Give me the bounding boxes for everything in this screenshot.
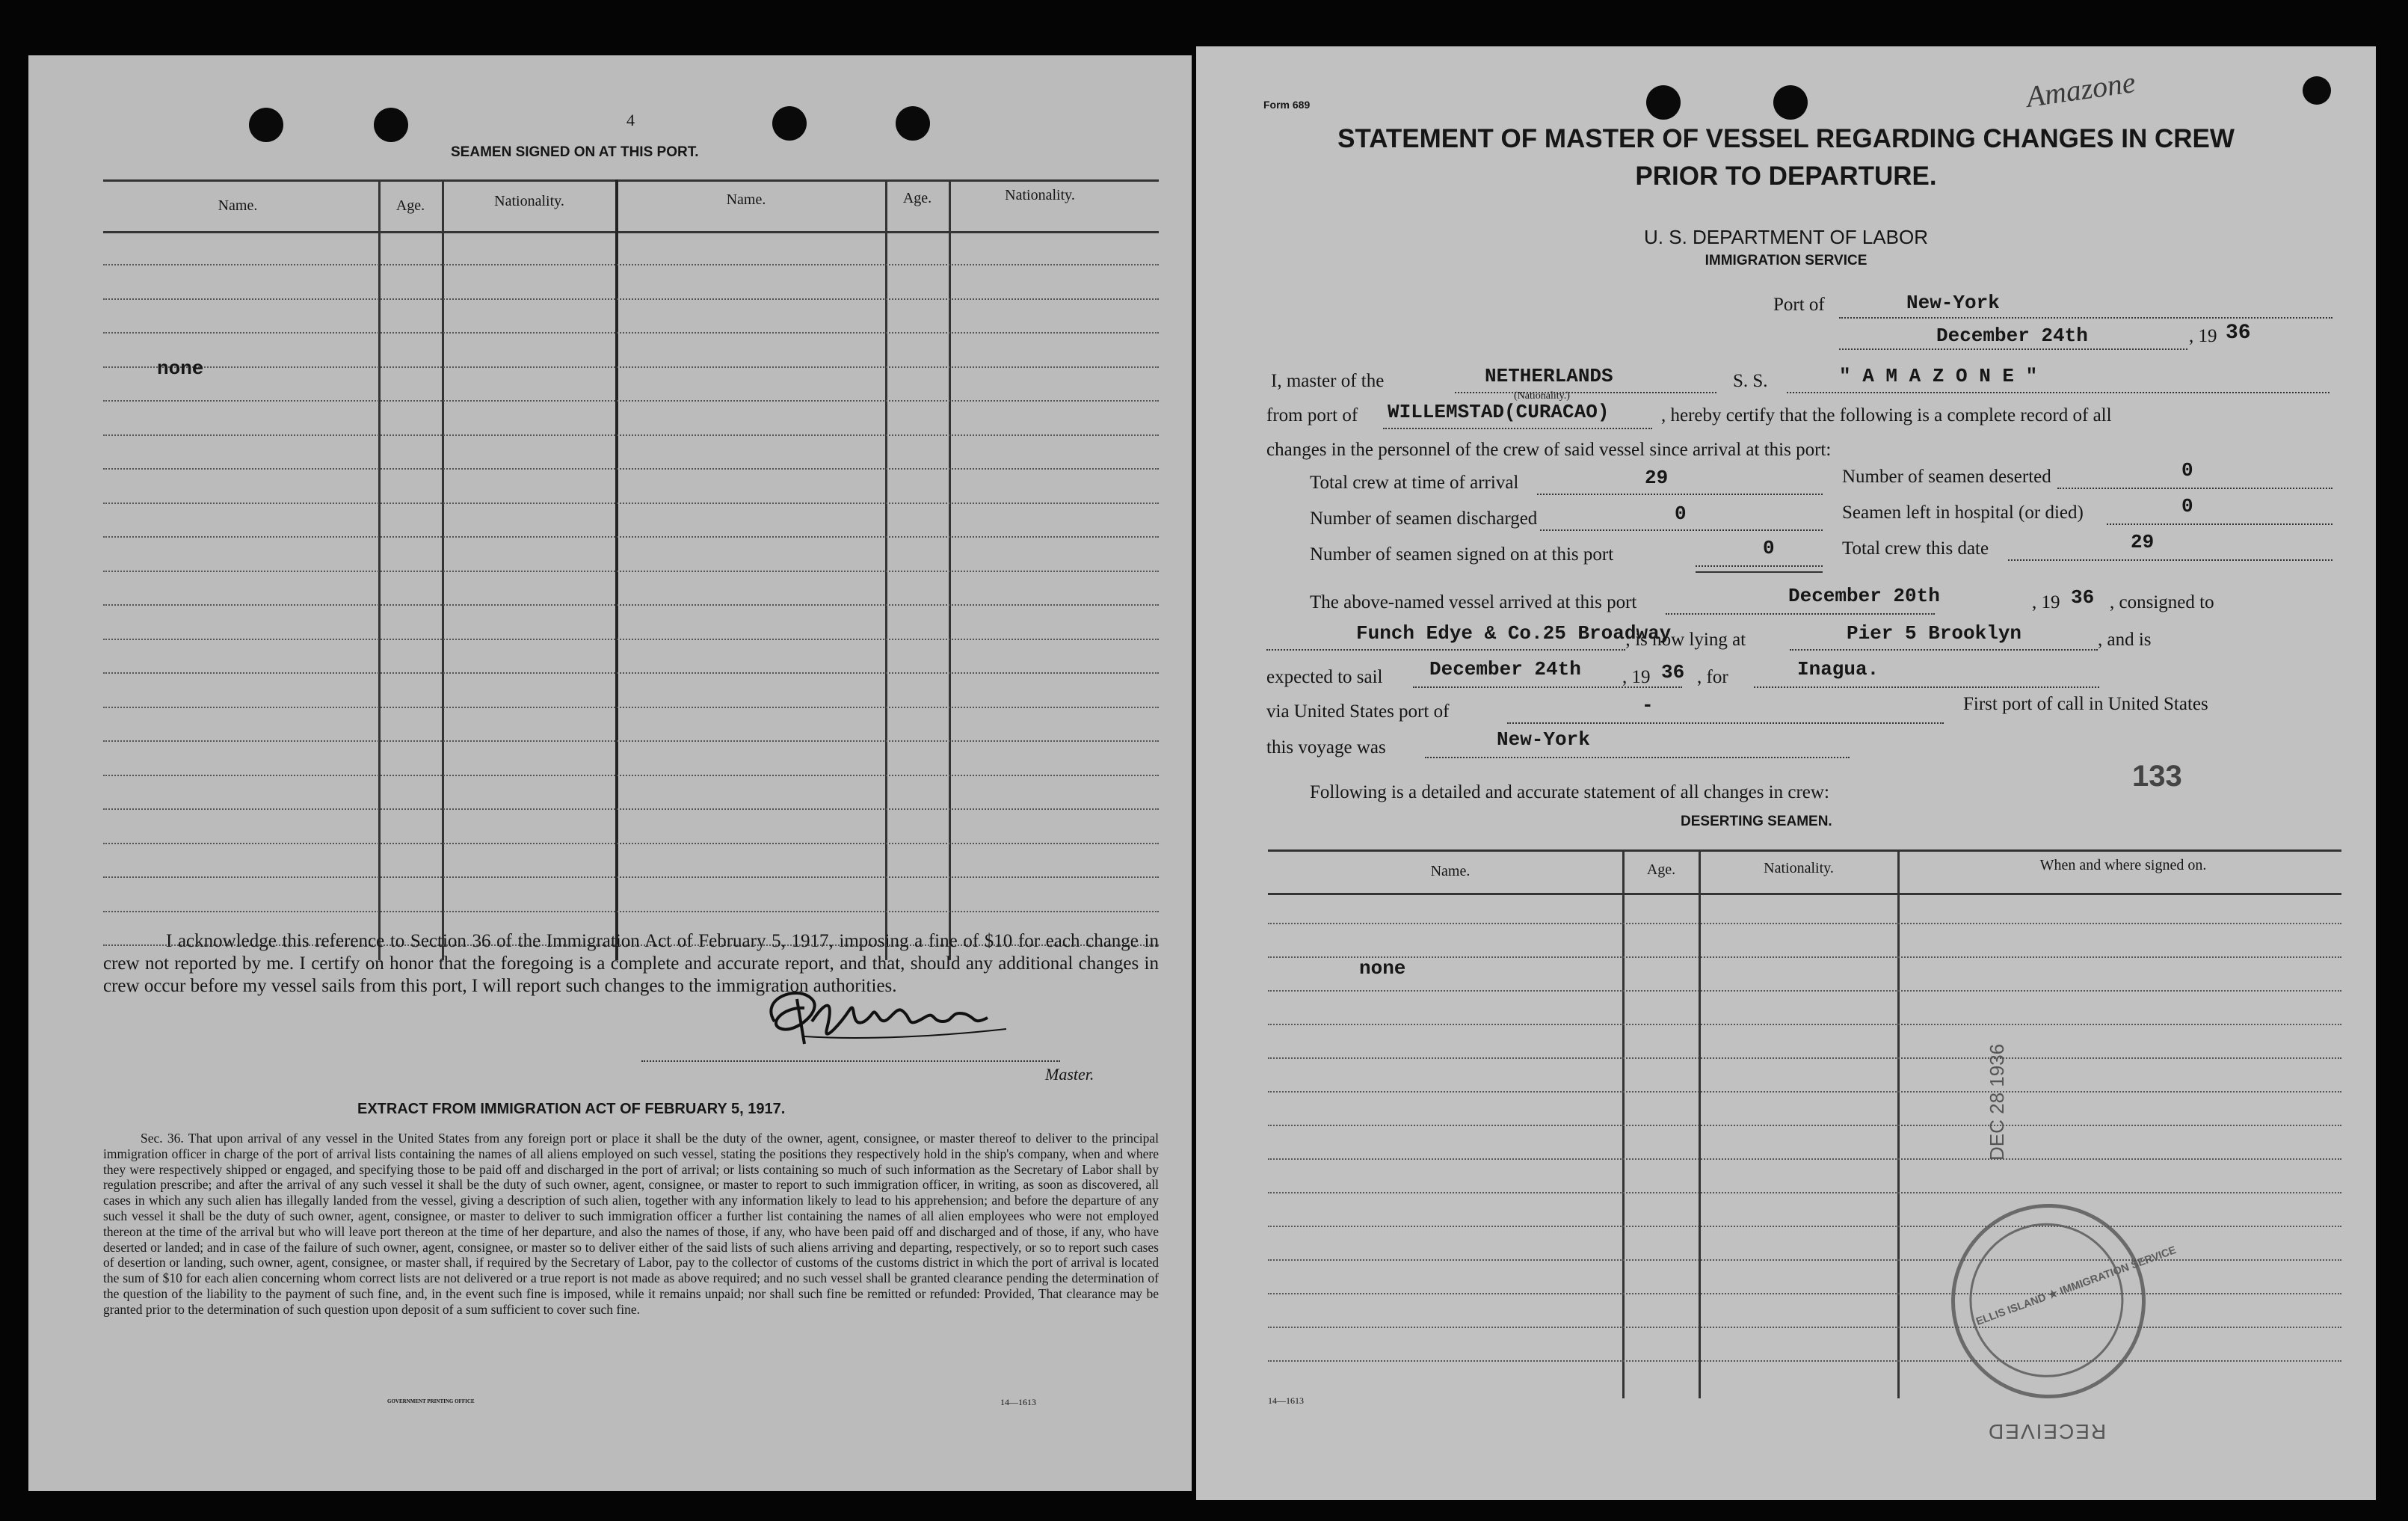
form-code: 14—1613 (1268, 1395, 1304, 1406)
table-top-rule (1268, 849, 2341, 852)
table-row (103, 468, 1159, 470)
form-title: STATEMENT OF MASTER OF VESSEL REGARDING CHANGES IN CREW (1337, 124, 2235, 153)
column-header-name: Name. (218, 197, 258, 214)
column-header-name: Name. (726, 191, 766, 208)
destination-value: Inagua. (1797, 658, 1879, 680)
signed-on-label: Number of seamen signed on at this port (1310, 544, 1614, 565)
consignee-value: Funch Edye & Co.25 Broadway (1356, 622, 1672, 645)
expected-label: expected to sail (1266, 667, 1383, 687)
extract-title: EXTRACT FROM IMMIGRATION ACT OF FEBRUARY 5, 1917. (357, 1101, 786, 1117)
table-entry: none (157, 357, 204, 380)
discharged-value: 0 (1675, 503, 1687, 525)
first-port-label: First port of call in United States (1963, 694, 2208, 714)
form-code: 14—1613 (1000, 1397, 1036, 1407)
lying-line (1790, 649, 2098, 651)
stat-line (2107, 523, 2332, 525)
punch-hole (1773, 85, 1808, 120)
expected-year-prefix: , 19 (1622, 667, 1651, 687)
table-row (103, 503, 1159, 504)
column-header-name: Name. (1430, 863, 1471, 879)
table-row (103, 740, 1159, 742)
certify-text: , hereby certify that the following is a complete record of all (1661, 405, 2112, 425)
voyage-label: this voyage was (1266, 737, 1386, 758)
year-value: 36 (2226, 322, 2251, 345)
table-row (1268, 1360, 2341, 1362)
printer-mark: GOVERNMENT PRINTING OFFICE (387, 1398, 475, 1404)
department-name: U. S. DEPARTMENT OF LABOR (1644, 226, 1928, 248)
column-divider (1699, 849, 1701, 1398)
stat-line (1537, 494, 1823, 495)
table-row (1268, 1192, 2341, 1193)
ss-label: S. S. (1733, 371, 1768, 391)
lying-value: Pier 5 Brooklyn (1847, 622, 2022, 645)
signed-on-value: 0 (1763, 537, 1775, 559)
for-label: , for (1697, 667, 1728, 687)
port-value: New-York (1906, 292, 2000, 314)
table-row (103, 808, 1159, 810)
table-row (103, 400, 1159, 402)
vessel-name: " A M A Z O N E " (1839, 365, 2038, 387)
destination-line (1754, 686, 2099, 688)
from-port-label: from port of (1266, 405, 1358, 425)
acknowledgment-text: I acknowledge this reference to Section 36 of the Immigration Act of February 5, 1917, imposing a fine of $10 for each change in crew not reported by me. I certify on honor that the foregoing is a complete and accurate report, and that, should any additional changes in crew occur before my vessel sails from this port, I will report such changes to the immigration authorities. (103, 931, 1159, 996)
stat-line (2008, 559, 2332, 561)
changes-text: changes in the personnel of the crew of said vessel since arrival at this port: (1266, 440, 1832, 460)
punch-hole (772, 106, 807, 141)
table-row (1268, 990, 2341, 992)
master-label: Master. (1045, 1065, 1094, 1084)
arrived-line (1666, 613, 1935, 615)
arrived-year-prefix: , 19 (2032, 592, 2060, 612)
arrived-label: The above-named vessel arrived at this port (1310, 592, 1637, 612)
table-row (1268, 956, 2341, 958)
service-name: IMMIGRATION SERVICE (1705, 253, 1867, 268)
expected-value: December 24th (1429, 658, 1581, 680)
table-row (103, 366, 1159, 368)
column-header-nationality: Nationality. (494, 193, 564, 209)
extract-text: Sec. 36. That upon arrival of any vessel in the United States from any foreign port or place it shall be the duty of the owner, agent, consignee, or master thereof to deliver to the principal immigration officer in charge of the port of arrival lists containing the names of all aliens employed on such vessel, stating the positions they respectively hold in the ship's company, when and where they were respectively shipped or engaged, and specifying those to be paid off and discharged in the port of arrival; or lists containing so much of such information as the Secretary of Labor shall by regulation prescribe; and after the arrival of any such vessel it shall be the duty of such owner, agent, consignee, or master to report to such immigration officer, in writing, as soon as discovered, all cases in which any such alien has illegally landed from the vessel, giving a description of such alien, together with any information likely to lead to his apprehension; and before the departure of any such vessel it shall be the duty of such owner, agent, consignee, or master to deliver to such immigration officer a further list containing the names of all alien employees who were not employed thereon at the time of the arrival but who will leave port thereon at the time of her departure, and also the names of those, if any, who have been paid off and discharged and of those, if any, who have deserted or landed; and in case of the failure of such owner, agent, consignee, or master so to deliver either of the said lists of such aliens arriving and departing, respectively, or so to report such cases of desertion or landing, such owner, agent, consignee, or master shall, if required by the Secretary of Labor, pay to the collector of customs of the customs district in which the port of arrival is located the sum of $10 for each alien concerning whom correct lists are not delivered or a true report is not made as above required; and no such vessel shall be granted clearance pending the determination of the question of the liability to the payment of such fine, and, in the event such fine is imposed, while it remains unpaid; nor shall such fine be remitted or refunded: Provided, That clearance may be granted prior to the determination of such question upon deposit of a sum sufficient to cover such fine. (103, 1131, 1159, 1317)
stat-line (1540, 529, 1823, 531)
date-value: December 24th (1936, 325, 2088, 347)
table-header-rule (103, 231, 1159, 233)
table-row (103, 639, 1159, 640)
column-header-nationality: Nationality. (1764, 860, 1834, 876)
via-line (1507, 722, 1944, 724)
column-header-age: Age. (395, 197, 425, 214)
nationality-line (1455, 392, 1716, 393)
table-header-rule (1268, 893, 2341, 895)
handwritten-note: Amazone (2024, 65, 2138, 114)
total-crew-arrival-value: 29 (1645, 467, 1669, 489)
table-row (103, 775, 1159, 776)
column-header-age: Age. (902, 190, 932, 206)
table-row (103, 434, 1159, 436)
hospital-label: Seamen left in hospital (or died) (1842, 503, 2084, 523)
column-divider (1897, 849, 1900, 1398)
deserted-value: 0 (2181, 459, 2193, 482)
column-header-nationality: Nationality. (1005, 187, 1075, 203)
table-row (103, 264, 1159, 265)
received-stamp: RECEIVED (1987, 1420, 2107, 1443)
sum-rule (1696, 571, 1823, 573)
table-row (1268, 1226, 2341, 1227)
table-row (1268, 1125, 2341, 1126)
punch-hole (896, 106, 930, 141)
expected-year-value: 36 (1661, 661, 1685, 683)
stamp-date: DEC 28 1936 (1986, 1043, 2008, 1161)
table-row (1268, 1091, 2341, 1093)
table-row (1268, 1327, 2341, 1328)
table-row (103, 707, 1159, 708)
column-divider (1622, 849, 1625, 1398)
table-row (103, 298, 1159, 300)
from-port-value: WILLEMSTAD(CURACAO) (1388, 401, 1610, 423)
following-text: Following is a detailed and accurate statement of all changes in crew: (1310, 782, 1829, 802)
form-subtitle: PRIOR TO DEPARTURE. (1635, 162, 1937, 191)
from-port-line (1383, 428, 1652, 429)
punch-hole (249, 108, 283, 142)
and-is-text: , and is (2098, 630, 2152, 650)
date-line (1839, 348, 2187, 350)
table-row (103, 536, 1159, 538)
nationality-caption: (Nationality.) (1514, 390, 1570, 402)
year-prefix: , 19 (2189, 326, 2217, 346)
via-value: - (1642, 694, 1654, 716)
right-page (1196, 46, 2376, 1500)
table-top-rule (103, 179, 1159, 182)
total-crew-date-value: 29 (2131, 531, 2155, 553)
ellis-island-stamp (1924, 1176, 2178, 1425)
total-crew-date-label: Total crew this date (1842, 538, 1989, 559)
table-row (1268, 923, 2341, 924)
nationality-value: NETHERLANDS (1485, 365, 1613, 387)
arrived-year-value: 36 (2071, 586, 2095, 609)
table-row (103, 604, 1159, 606)
consigned-label: , consigned to (2110, 592, 2214, 612)
column-header-when-where: When and where signed on. (2039, 857, 2207, 873)
table-row (1268, 1024, 2341, 1025)
page-number: 4 (626, 111, 635, 129)
table-row (1268, 1293, 2341, 1294)
arrived-value: December 20th (1788, 585, 1940, 607)
table-row (103, 911, 1159, 912)
section-title: SEAMEN SIGNED ON AT THIS PORT. (451, 144, 699, 160)
column-header-age: Age. (1646, 861, 1676, 878)
table-row (103, 876, 1159, 878)
punch-hole (1646, 85, 1681, 120)
consignee-line (1266, 649, 1625, 651)
left-page (28, 55, 1192, 1491)
deserted-label: Number of seamen deserted (1842, 467, 2051, 487)
master-signature (752, 977, 1021, 1059)
table-row (103, 332, 1159, 334)
master-of-label: I, master of the (1271, 371, 1385, 391)
port-line (1839, 317, 2332, 319)
lying-label: ; is now lying at (1625, 630, 1746, 650)
port-label: Port of (1773, 295, 1825, 315)
table-row (1268, 1259, 2341, 1261)
punch-hole (374, 108, 408, 142)
table-row (103, 672, 1159, 674)
discharged-label: Number of seamen discharged (1310, 508, 1538, 529)
table-row (103, 843, 1159, 844)
vessel-line (1787, 392, 2330, 393)
voyage-value: New-York (1497, 728, 1590, 751)
form-number: Form 689 (1263, 99, 1311, 111)
table-row (103, 571, 1159, 572)
table-row (1268, 1057, 2341, 1059)
punch-hole (2303, 76, 2331, 105)
table-entry: none (1359, 957, 1406, 980)
stat-line (2057, 488, 2332, 489)
stamped-number: 133 (2132, 760, 2182, 793)
via-label: via United States port of (1266, 701, 1450, 722)
total-crew-arrival-label: Total crew at time of arrival (1310, 473, 1519, 493)
stamp-text: ELLIS ISLAND ★ IMMIGRATION SERVICE (1974, 1244, 2178, 1328)
hospital-value: 0 (2181, 495, 2193, 517)
stat-line (1696, 565, 1823, 567)
signature-line (641, 1060, 1060, 1062)
voyage-line (1425, 757, 1850, 758)
table-row (1268, 1158, 2341, 1160)
deserting-title: DESERTING SEAMEN. (1681, 814, 1832, 829)
